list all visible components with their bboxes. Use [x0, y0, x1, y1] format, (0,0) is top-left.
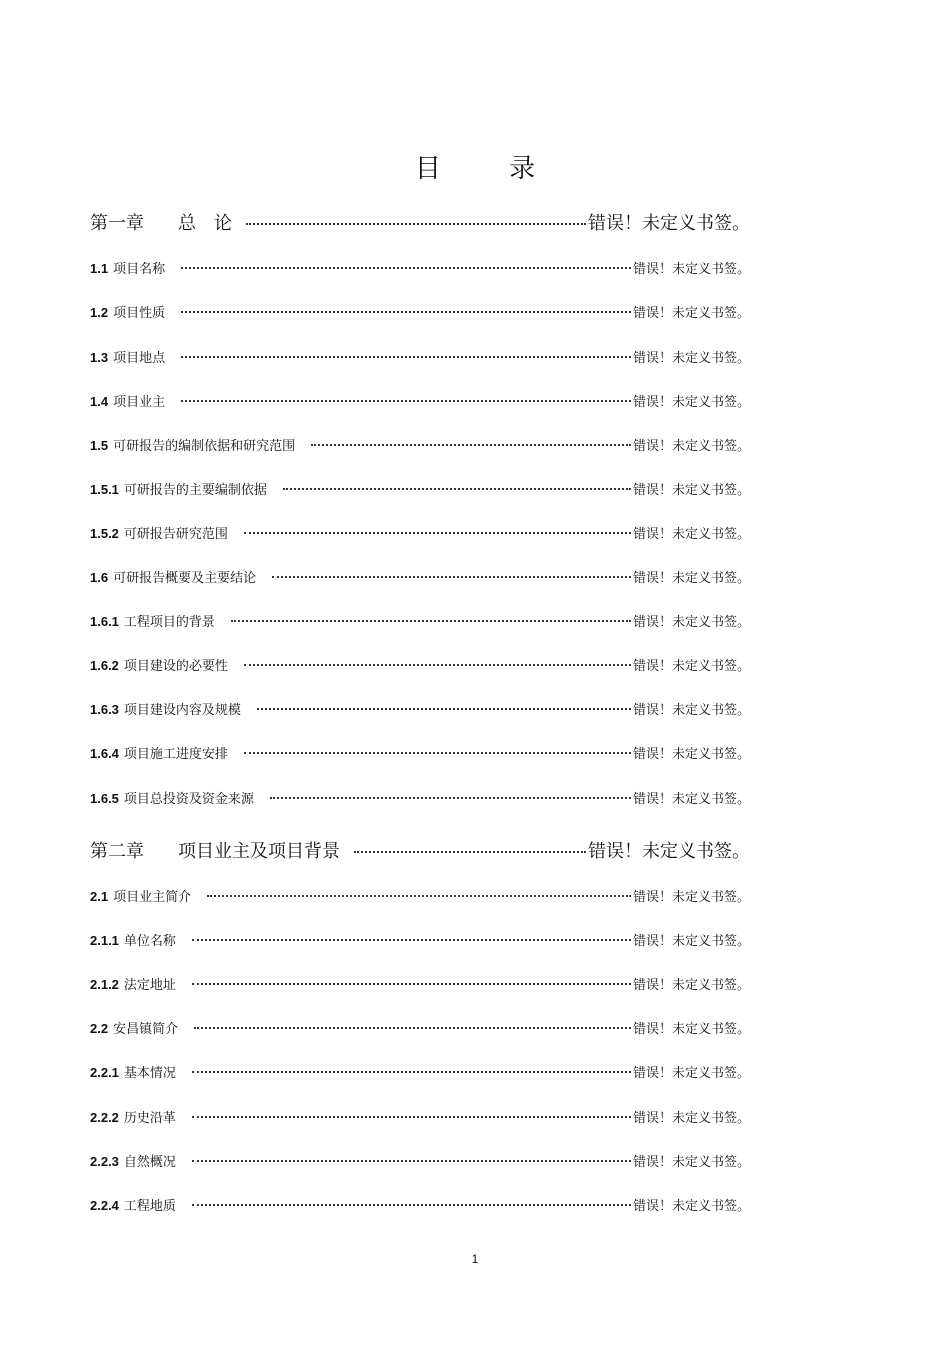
toc-dot-leader: [192, 1071, 631, 1073]
toc-page-reference: 错误！未定义书签。: [588, 841, 750, 862]
page-number: 1: [471, 1252, 479, 1266]
toc-dot-leader: [244, 664, 631, 666]
toc-page-reference: 错误！未定义书签。: [632, 306, 750, 321]
toc-chapter-entry[interactable]: [90, 209, 750, 235]
toc-entry-label: 项目总投资及资金来源: [123, 792, 254, 807]
toc-dot-leader: [181, 311, 631, 313]
toc-entry-label: 法定地址: [123, 978, 176, 993]
toc-page-reference: 错误！未定义书签。: [632, 1111, 750, 1126]
toc-chapter-entry[interactable]: [90, 837, 750, 863]
toc-section-entry[interactable]: [90, 302, 750, 321]
toc-section-entry[interactable]: [90, 611, 750, 630]
toc-page-reference: 错误！未定义书签。: [632, 439, 750, 454]
toc-page-reference: 错误！未定义书签。: [632, 262, 750, 277]
toc-page-reference: 错误！未定义书签。: [632, 1155, 750, 1170]
toc-entry-label: 项目施工进度安排: [123, 747, 228, 762]
toc-dot-leader: [244, 532, 631, 534]
toc-entry-number: 1.6.5: [90, 791, 119, 806]
toc-section-entry[interactable]: [90, 567, 750, 586]
toc-dot-leader: [311, 444, 631, 446]
toc-page-reference: 错误！未定义书签。: [632, 571, 750, 586]
toc-dot-leader: [181, 356, 631, 358]
toc-entry-number: 1.3: [90, 350, 109, 365]
toc-entry-number: 1.6.2: [90, 658, 119, 673]
toc-page-reference: 错误！未定义书签。: [632, 792, 750, 807]
toc-page-reference: 错误！未定义书签。: [632, 351, 750, 366]
toc-dot-leader: [272, 576, 631, 578]
toc-entry-number: 2.2.3: [90, 1154, 119, 1169]
toc-entry-number: 1.6.4: [90, 746, 119, 761]
toc-dot-leader: [231, 620, 631, 622]
toc-dot-leader: [354, 851, 586, 853]
toc-entry-number: 第一章: [90, 213, 144, 234]
toc-entry-label: 历史沿革: [123, 1111, 176, 1126]
toc-dot-leader: [246, 223, 586, 225]
toc-entry-number: 1.5.1: [90, 482, 119, 497]
toc-entry-label: 项目建设的必要性: [123, 659, 228, 674]
toc-page-reference: 错误！未定义书签。: [632, 1199, 750, 1214]
toc-dot-leader: [192, 983, 631, 985]
toc-entry-label: 可研报告研究范围: [123, 527, 228, 542]
toc-section-entry[interactable]: [90, 699, 750, 718]
toc-entry-label: 项目地点: [113, 351, 166, 366]
toc-section-entry[interactable]: [90, 435, 750, 454]
toc-entry-number: 1.6.3: [90, 702, 119, 717]
toc-entry-label: 基本情况: [123, 1066, 176, 1081]
toc-dot-leader: [181, 267, 631, 269]
toc-entry-label: 安昌镇简介: [113, 1022, 179, 1037]
toc-entry-label: 项目建设内容及规模: [123, 703, 241, 718]
toc-section-entry[interactable]: [90, 1107, 750, 1126]
toc-entry-number: 第二章: [90, 841, 144, 862]
toc-page-reference: 错误！未定义书签。: [632, 527, 750, 542]
toc-entry-number: 1.5.2: [90, 526, 119, 541]
toc-entry-label: 项目业主: [113, 395, 166, 410]
toc-page-reference: 错误！未定义书签。: [632, 978, 750, 993]
toc-entry-number: 2.2.2: [90, 1110, 119, 1125]
toc-section-entry[interactable]: [90, 974, 750, 993]
toc-section-entry[interactable]: [90, 391, 750, 410]
toc-section-entry[interactable]: [90, 1151, 750, 1170]
toc-section-entry[interactable]: [90, 788, 750, 807]
toc-page-reference: 错误！未定义书签。: [632, 483, 750, 498]
toc-entry-number: 1.5: [90, 438, 109, 453]
toc-section-entry[interactable]: [90, 347, 750, 366]
toc-page-reference: 错误！未定义书签。: [632, 659, 750, 674]
toc-dot-leader: [181, 400, 631, 402]
toc-page-reference: 错误！未定义书签。: [632, 395, 750, 410]
toc-section-entry[interactable]: [90, 479, 750, 498]
toc-entry-label: 项目名称: [113, 262, 166, 277]
toc-entry-label: 项目业主及项目背景: [178, 841, 340, 862]
toc-entry-label: 工程地质: [123, 1199, 176, 1214]
toc-page-reference: 错误！未定义书签。: [632, 703, 750, 718]
toc-entry-number: 1.2: [90, 305, 109, 320]
toc-section-entry[interactable]: [90, 743, 750, 762]
toc-page-reference: 错误！未定义书签。: [588, 213, 750, 234]
toc-page-reference: 错误！未定义书签。: [632, 890, 750, 905]
toc-section-entry[interactable]: [90, 523, 750, 542]
toc-entry-number: 2.2.1: [90, 1065, 119, 1080]
toc-page-reference: 错误！未定义书签。: [632, 1022, 750, 1037]
toc-entry-label: 可研报告的主要编制依据: [123, 483, 267, 498]
toc-page-reference: 错误！未定义书签。: [632, 615, 750, 630]
toc-dot-leader: [192, 1160, 631, 1162]
toc-section-entry[interactable]: [90, 258, 750, 277]
toc-entry-number: 1.6: [90, 570, 109, 585]
toc-section-entry[interactable]: [90, 1062, 750, 1081]
toc-dot-leader: [192, 1116, 631, 1118]
toc-entry-number: 2.1.2: [90, 977, 119, 992]
toc-entry-label: 可研报告概要及主要结论: [113, 571, 257, 586]
toc-section-entry[interactable]: [90, 930, 750, 949]
toc-entry-number: 2.2: [90, 1021, 109, 1036]
toc-entry-label: 项目业主简介: [113, 890, 192, 905]
toc-section-entry[interactable]: [90, 1018, 750, 1037]
toc-entry-number: 2.2.4: [90, 1198, 119, 1213]
toc-entry-label: 自然概况: [123, 1155, 176, 1170]
toc-section-entry[interactable]: [90, 1195, 750, 1214]
toc-dot-leader: [270, 797, 631, 799]
toc-section-entry[interactable]: [90, 655, 750, 674]
toc-page-reference: 错误！未定义书签。: [632, 934, 750, 949]
toc-dot-leader: [194, 1027, 631, 1029]
toc-entry-label: 单位名称: [123, 934, 176, 949]
toc-entry-label: 可研报告的编制依据和研究范围: [113, 439, 296, 454]
toc-entry-number: 1.6.1: [90, 614, 119, 629]
toc-dot-leader: [192, 939, 631, 941]
toc-section-entry[interactable]: [90, 886, 750, 905]
toc-entry-label: 项目性质: [113, 306, 166, 321]
toc-page-reference: 错误！未定义书签。: [632, 1066, 750, 1081]
toc-dot-leader: [244, 752, 631, 754]
toc-entry-number: 1.4: [90, 394, 109, 409]
toc-title: 目 录: [414, 154, 566, 184]
toc-dot-leader: [283, 488, 631, 490]
toc-dot-leader: [192, 1204, 631, 1206]
toc-entry-label: 工程项目的背景: [123, 615, 215, 630]
toc-dot-leader: [257, 708, 631, 710]
toc-entry-number: 1.1: [90, 261, 109, 276]
toc-page-reference: 错误！未定义书签。: [632, 747, 750, 762]
toc-dot-leader: [207, 895, 631, 897]
toc-entry-number: 2.1: [90, 889, 109, 904]
toc-entry-label: 总 论: [178, 213, 232, 234]
toc-entry-number: 2.1.1: [90, 933, 119, 948]
